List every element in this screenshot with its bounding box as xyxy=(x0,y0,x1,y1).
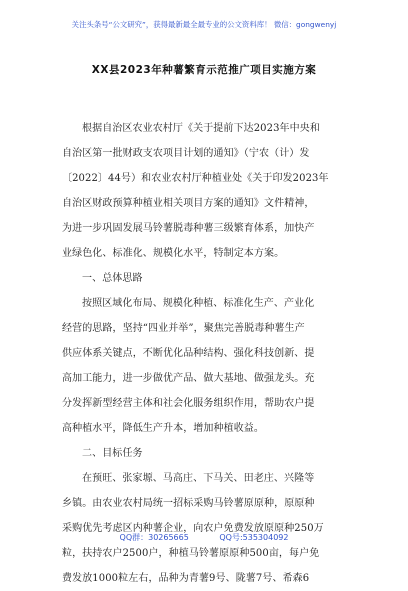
body-line: 乡镇。由农业农村局统一招标采购马铃薯原原种，原原种 xyxy=(62,498,315,509)
body-line: 按照区域化布局、规模化种植、标准化生产、产业化 xyxy=(82,298,315,309)
body-line: 业绿色化、标准化、规模化水平，特制定本方案。 xyxy=(62,248,285,259)
body-line: 粒，扶持农户2500户，种植马铃薯原原种500亩，每户免 xyxy=(62,548,320,559)
body-line: 为进一步巩固发展马铃薯脱毒种薯三级繁育体系，加快产 xyxy=(62,223,315,234)
footer-qq-group: QQ群：30265665 xyxy=(119,533,189,542)
body-line: 根据自治区农业农村厅《关于提前下达2023年中央和 xyxy=(82,123,320,134)
footer-contacts xyxy=(0,532,408,543)
document-body xyxy=(62,116,352,591)
body-line: 自治区第一批财政支农项目计划的通知》（宁农（计）发 xyxy=(62,148,310,159)
body-line: 高种植水平，降低生产升本，增加种植收益。 xyxy=(62,423,264,434)
document-title: XX县2023年种薯繁育示范推广项目实施方案 xyxy=(91,64,317,76)
header-promo-note: 关注头条号“公文研究”，获得最新最全最专业的公文资料库！ 微信：gongwenyj xyxy=(71,20,337,29)
body-line: 高加工能力，进一步做优产品、做大基地、做强龙头。充 xyxy=(62,373,315,384)
body-line: 费发放1000粒左右，品种为青薯9号、陇薯7号、希森6 xyxy=(62,573,310,584)
section-heading: 二、目标任务 xyxy=(82,448,143,459)
body-line: 自治区财政预算种植业相关项目方案的通知》文件精神， xyxy=(62,198,315,209)
body-line: 在预旺、张家塬、马高庄、下马关、田老庄、兴隆等 xyxy=(82,473,315,484)
body-line: 分发挥新型经营主体和社会化服务组织作用，帮助农户提 xyxy=(62,398,315,409)
body-line: 〔2022〕44号）和农业农村厅种植业处《关于印发2023年 xyxy=(62,173,329,184)
body-line: 采购优先考虑区内种薯企业，向农户免费发放原原种250万 xyxy=(62,523,324,534)
section-heading: 一、总体思路 xyxy=(82,273,143,284)
body-line: 供应体系关键点，不断优化品种结构、强化科技创新、提 xyxy=(62,348,315,359)
body-line: 经营的思路，坚持“四业并举”，聚焦完善脱毒种薯生产 xyxy=(62,323,305,334)
footer-qq-contact: QQ号:535304092 xyxy=(219,533,289,542)
